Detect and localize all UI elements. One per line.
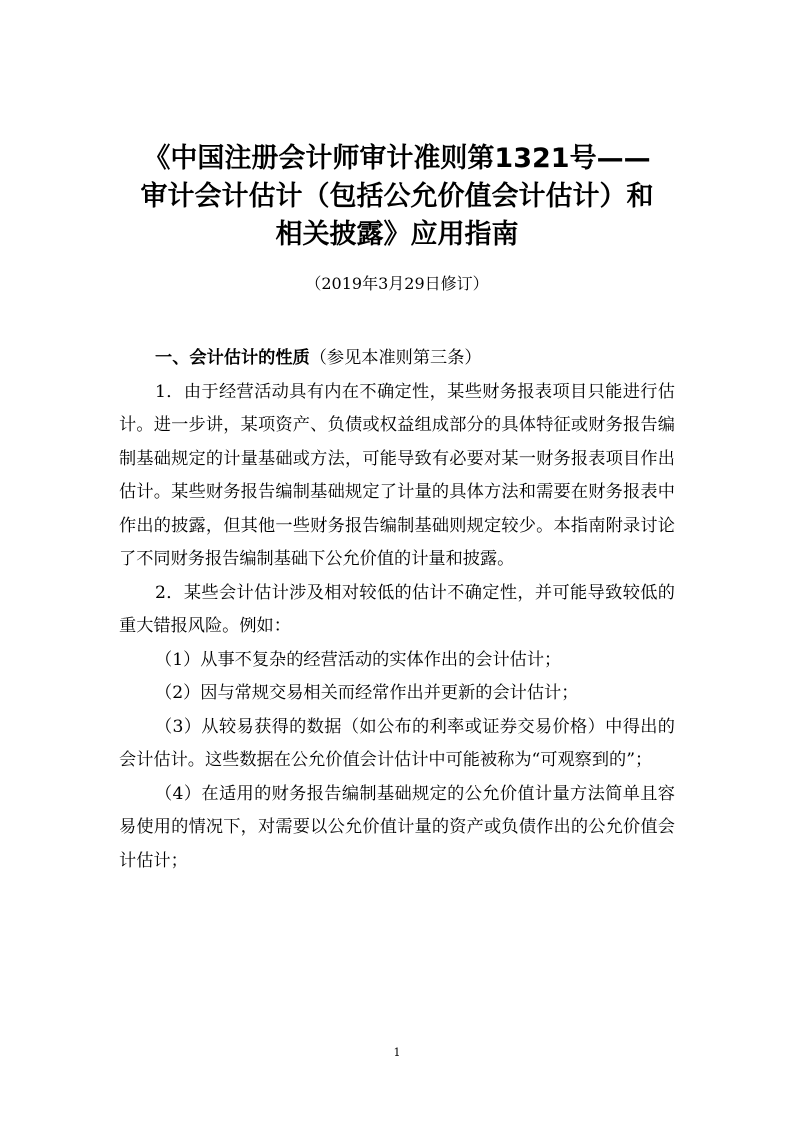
list-item-3: （3）从较易获得的数据（如公布的利率或证券交易价格）中得出的会计估计。这些数据在公允价值会计估计中可能被称为“可观察到的”； [119,716,675,770]
list-item-4: （4）在适用的财务报告编制基础规定的公允价值计量方法简单且容易使用的情况下，对需要以公允价值计量的资产或负债作出的公允价值会计估计； [119,783,675,871]
section-heading-reference: （参见本准则第三条） [309,348,482,368]
list-item-1: （1）从事不复杂的经营活动的实体作出的会计估计； [155,649,562,670]
revision-note: （2019年3月29日修订） [305,274,489,293]
paragraph-1: 1．由于经营活动具有内在不确定性，某些财务报表项目只能进行估计。进一步讲，某项资产、负债或权益组成部分的具体特征或财务报告编制基础规定的计量基础或方法，可能导致有必要对某一财务报表项目作出估计。某些财务报告编制基础规定了计量的具体方法和需要在财务报表中作出的披露，但其他一些财务报告编制基础则规定较少。本指南附录讨论了不同财务报告编制基础下公允价值的计量和披露。 [119,381,675,569]
title-line-3: 相关披露》应用指南 [275,219,519,250]
section-heading [119,342,675,376]
title-line-1: 《中国注册会计师审计准则第1321号—— [143,143,651,174]
document-title [100,140,694,254]
paragraph-2: 2．某些会计估计涉及相对较低的估计不确定性，并可能导致较低的重大错报风险。例如： [119,582,675,636]
document-body [119,342,675,878]
page-number: 1 [393,1046,401,1059]
section-heading-title: 一、会计估计的性质 [155,348,310,368]
title-line-2: 审计会计估计（包括公允价值会计估计）和 [140,181,654,212]
list-item-2: （2）因与常规交易相关而经常作出并更新的会计估计； [155,683,579,703]
